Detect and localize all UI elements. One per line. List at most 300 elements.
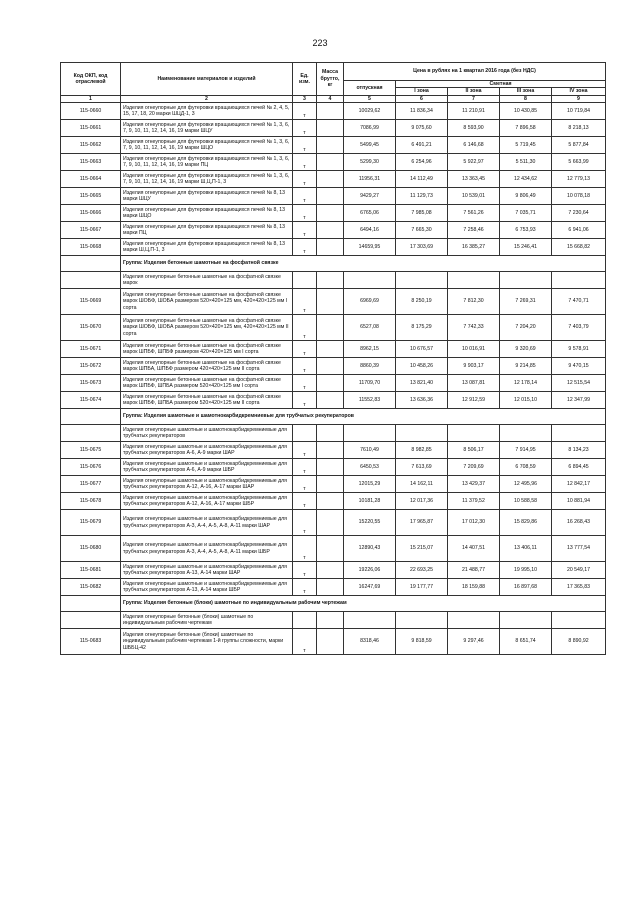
cell-zone-2-price: 9 903,17	[448, 358, 500, 375]
table-row	[61, 154, 606, 171]
cell-zone-3-price: 5 511,30	[500, 154, 552, 171]
cell-mass	[317, 154, 344, 171]
cell-unit: т	[293, 493, 317, 510]
cell-release-price: 11552,83	[344, 392, 396, 409]
cell-zone-2-price: 5 922,97	[448, 154, 500, 171]
cell-zone-3-price: 7 914,95	[500, 442, 552, 459]
cell-name: Изделия огнеупорные шамотные и шамотнокарбидкремниевые для трубчатых рекуператоров А-3, А-4, А-5, А-8, А-11 марки ШБР	[121, 536, 293, 562]
cell-zone-2-price: 13 363,45	[448, 171, 500, 188]
cell-zone-1-price: 8 250,19	[396, 289, 448, 315]
cell-mass	[317, 562, 344, 579]
cell-unit: т	[293, 188, 317, 205]
column-number: 1	[61, 95, 121, 102]
table-row	[61, 120, 606, 137]
cell-name: Изделия огнеупорные шамотные и шамотнокарбидкремниевые для трубчатых рекуператоров А-12, А-16, А-17 марки ШБР	[121, 493, 293, 510]
cell-mass	[317, 205, 344, 222]
cell-release-price: 6969,69	[344, 289, 396, 315]
cell-release-price: 11956,31	[344, 171, 396, 188]
cell-mass	[317, 493, 344, 510]
table-row	[61, 476, 606, 493]
cell-code: 115-0681	[61, 562, 121, 579]
cell-zone-4-price: 9 470,15	[552, 358, 606, 375]
page-number: 223	[312, 38, 328, 48]
cell-zone-1-price: 19 177,77	[396, 579, 448, 596]
cell-unit	[293, 425, 317, 442]
header-unit: Ед. изм.	[293, 63, 317, 96]
cell-zone-4-price: 5 663,99	[552, 154, 606, 171]
cell-zone-4-price: 16 268,43	[552, 510, 606, 536]
table-row	[61, 289, 606, 315]
cell-zone-1-price: 8 982,85	[396, 442, 448, 459]
cell-zone-3-price: 5 719,45	[500, 137, 552, 154]
cell-zone-1-price: 9 818,59	[396, 629, 448, 655]
cell-mass	[317, 425, 344, 442]
cell-unit	[293, 612, 317, 629]
cell-zone-3-price: 9 320,69	[500, 341, 552, 358]
cell-code: 115-0660	[61, 103, 121, 120]
cell-zone-4-price: 17 365,83	[552, 579, 606, 596]
cell-code: 115-0670	[61, 315, 121, 341]
cell-unit	[293, 272, 317, 289]
cell-name: Изделия огнеупорные бетонные (блоки) шамотные по индивидуальным рабочим чертежам 1-й группы сложности, марки ШББЦ-42	[121, 629, 293, 655]
table-row	[61, 392, 606, 409]
cell-unit: т	[293, 510, 317, 536]
cell-zone-1-price: 15 215,07	[396, 536, 448, 562]
table-row	[61, 629, 606, 655]
cell-mass	[317, 315, 344, 341]
column-number: 8	[500, 95, 552, 102]
cell-release-price: 6765,06	[344, 205, 396, 222]
cell-release-price: 11709,70	[344, 375, 396, 392]
group-title: Группа: Изделия бетонные шамотные на фосфатной связке	[121, 256, 606, 272]
cell-zone-3-price: 6 753,93	[500, 222, 552, 239]
cell-mass	[317, 289, 344, 315]
cell-unit: т	[293, 392, 317, 409]
cell-mass	[317, 103, 344, 120]
cell-unit: т	[293, 562, 317, 579]
table-row	[61, 222, 606, 239]
cell-mass	[317, 171, 344, 188]
table-row	[61, 188, 606, 205]
cell-mass	[317, 341, 344, 358]
cell-zone-2-price	[448, 425, 500, 442]
table-body	[61, 103, 606, 655]
cell-unit: т	[293, 222, 317, 239]
cell-zone-2-price: 12 912,59	[448, 392, 500, 409]
cell-zone-3-price: 15 829,86	[500, 510, 552, 536]
cell-name: Изделия огнеупорные для футеровки вращающихся печей № 8, 13 марки Ш,Ц,П-1, 3	[121, 239, 293, 256]
group-row	[61, 596, 606, 612]
cell-zone-1-price: 11 836,34	[396, 103, 448, 120]
cell-release-price: 12015,29	[344, 476, 396, 493]
cell-zone-2-price: 16 385,27	[448, 239, 500, 256]
column-number-row	[61, 95, 606, 102]
cell-unit: т	[293, 358, 317, 375]
cell-unit: т	[293, 341, 317, 358]
cell-zone-2-price: 10 016,91	[448, 341, 500, 358]
table-row	[61, 358, 606, 375]
header-estimate: Сметная	[396, 81, 606, 88]
table-row	[61, 510, 606, 536]
cell-zone-4-price: 7 230,64	[552, 205, 606, 222]
cell-release-price: 10029,62	[344, 103, 396, 120]
cell-zone-2-price: 18 159,88	[448, 579, 500, 596]
cell-release-price: 7610,49	[344, 442, 396, 459]
cell-mass	[317, 137, 344, 154]
cell-code: 115-0674	[61, 392, 121, 409]
column-number: 4	[317, 95, 344, 102]
cell-mass	[317, 375, 344, 392]
header-zone-4: IV зона	[552, 88, 606, 95]
cell-name: Изделия огнеупорные шамотные и шамотнокарбидкремниевые для трубчатых рекуператоров А-6, А-9 марки ШАР	[121, 442, 293, 459]
cell-unit: т	[293, 442, 317, 459]
table-row	[61, 315, 606, 341]
cell-name: Изделия огнеупорные бетонные шамотные на фосфатной связке марок ШПБФ, ШПБА размером 520×420×125 мм II сорта	[121, 392, 293, 409]
cell-code: 115-0676	[61, 459, 121, 476]
cell-zone-4-price: 10 078,18	[552, 188, 606, 205]
cell-zone-4-price: 20 549,17	[552, 562, 606, 579]
cell-unit: т	[293, 205, 317, 222]
cell-code: 115-0683	[61, 629, 121, 655]
cell-release-price: 12890,43	[344, 536, 396, 562]
cell-unit: т	[293, 476, 317, 493]
cell-name: Изделия огнеупорные бетонные шамотные на фосфатной связке марки ШОБФ, ШОБА размером 520×420×125 мм, 420×420×125 мм II сорта	[121, 315, 293, 341]
cell-release-price: 8318,46	[344, 629, 396, 655]
cell-zone-4-price: 7 403,79	[552, 315, 606, 341]
cell-unit: т	[293, 137, 317, 154]
cell-zone-1-price: 13 636,36	[396, 392, 448, 409]
cell-unit: т	[293, 289, 317, 315]
cell-name: Изделия огнеупорные бетонные шамотные на фосфатной связке марок ШПБФ, ШПБА размером 520×420×125 мм I сорта	[121, 375, 293, 392]
cell-release-price: 10181,28	[344, 493, 396, 510]
cell-zone-3-price: 12 434,62	[500, 171, 552, 188]
column-number: 5	[344, 95, 396, 102]
cell-zone-2-price: 7 742,33	[448, 315, 500, 341]
cell-name: Изделия огнеупорные для футеровки вращающихся печей № 1, 3, 6, 7, 9, 10, 11, 12, 14, 16, 19 марки Ш,Ц,П-1, 3	[121, 171, 293, 188]
cell-name: Изделия огнеупорные шамотные и шамотнокарбидкремниевые для трубчатых рекуператоров А-6, А-9 марки ШБР	[121, 459, 293, 476]
cell-release-price: 15220,55	[344, 510, 396, 536]
cell-zone-3-price: 10 588,58	[500, 493, 552, 510]
cell-zone-3-price	[500, 272, 552, 289]
cell-name: Изделия огнеупорные для футеровки вращающихся печей № 8, 13 марки ПЦ	[121, 222, 293, 239]
cell-zone-2-price: 9 297,46	[448, 629, 500, 655]
cell-zone-3-price: 7 035,71	[500, 205, 552, 222]
cell-zone-4-price: 12 515,54	[552, 375, 606, 392]
cell-unit: т	[293, 536, 317, 562]
cell-zone-2-price	[448, 272, 500, 289]
cell-zone-4-price: 12 347,99	[552, 392, 606, 409]
column-number: 7	[448, 95, 500, 102]
cell-zone-2-price: 7 209,69	[448, 459, 500, 476]
cell-zone-2-price: 7 258,46	[448, 222, 500, 239]
cell-code: 115-0677	[61, 476, 121, 493]
cell-zone-3-price: 8 651,74	[500, 629, 552, 655]
table-row	[61, 442, 606, 459]
cell-zone-3-price: 6 708,59	[500, 459, 552, 476]
cell-code: 115-0671	[61, 341, 121, 358]
cell-zone-3-price: 7 269,31	[500, 289, 552, 315]
cell-unit: т	[293, 315, 317, 341]
cell-unit: т	[293, 239, 317, 256]
cell-name: Изделия огнеупорные для футеровки вращающихся печей № 1, 3, 6, 7, 9, 10, 11, 12, 14, 16, 19 марки ПЦ	[121, 154, 293, 171]
cell-zone-1-price: 22 693,25	[396, 562, 448, 579]
cell-release-price: 7086,99	[344, 120, 396, 137]
cell-release-price: 8860,39	[344, 358, 396, 375]
cell-zone-1-price: 9 075,60	[396, 120, 448, 137]
cell-zone-3-price: 9 214,85	[500, 358, 552, 375]
group-title: Группа: Изделия бетонные (блоки) шамотные по индивидуальным рабочим чертежам	[121, 596, 606, 612]
cell-zone-4-price: 12 779,13	[552, 171, 606, 188]
cell-zone-3-price: 12 495,96	[500, 476, 552, 493]
cell-zone-1-price: 7 985,08	[396, 205, 448, 222]
header-mass: Масса брутто, кг	[317, 63, 344, 96]
cell-zone-2-price: 8 593,90	[448, 120, 500, 137]
cell-zone-4-price: 6 894,45	[552, 459, 606, 476]
cell-name: Изделия огнеупорные для футеровки вращающихся печей № 1, 3, 6, 7, 9, 10, 11, 12, 14, 16, 19 марки ШЦУ	[121, 120, 293, 137]
cell-zone-3-price	[500, 425, 552, 442]
cell-zone-1-price: 12 017,36	[396, 493, 448, 510]
cell-zone-1-price	[396, 425, 448, 442]
cell-code: 115-0669	[61, 289, 121, 315]
cell-mass	[317, 510, 344, 536]
cell-zone-1-price: 10 676,57	[396, 341, 448, 358]
cell-name: Изделия огнеупорные бетонные шамотные на фосфатной связке марок ШПБФ, ШПБФ размером 420×420×125 мм I сорта	[121, 341, 293, 358]
cell-zone-2-price: 13 429,37	[448, 476, 500, 493]
cell-name: Изделия огнеупорные для футеровки вращающихся печей № 1, 3, 6, 7, 9, 10, 11, 12, 14, 16, 19 марки ШЦО	[121, 137, 293, 154]
cell-code: 115-0663	[61, 154, 121, 171]
cell-zone-3-price: 13 406,11	[500, 536, 552, 562]
table-row	[61, 239, 606, 256]
cell-unit: т	[293, 154, 317, 171]
cell-zone-4-price	[552, 612, 606, 629]
cell-zone-4-price: 12 842,17	[552, 476, 606, 493]
cell-release-price: 6450,53	[344, 459, 396, 476]
cell-zone-1-price: 17 965,87	[396, 510, 448, 536]
column-number: 2	[121, 95, 293, 102]
cell-zone-3-price: 15 246,41	[500, 239, 552, 256]
cell-zone-4-price: 6 941,06	[552, 222, 606, 239]
cell-unit: т	[293, 171, 317, 188]
cell-code: 115-0662	[61, 137, 121, 154]
cell-name: Изделия огнеупорные бетонные шамотные на фосфатной связке марок	[121, 272, 293, 289]
group-row	[61, 409, 606, 425]
header-name: Наименование материалов и изделий	[121, 63, 293, 96]
cell-zone-2-price: 11 379,52	[448, 493, 500, 510]
cell-zone-4-price	[552, 425, 606, 442]
cell-zone-1-price: 6 254,96	[396, 154, 448, 171]
cell-unit: т	[293, 629, 317, 655]
cell-mass	[317, 612, 344, 629]
cell-unit: т	[293, 459, 317, 476]
cell-zone-3-price: 10 430,85	[500, 103, 552, 120]
header-zone-1: I зона	[396, 88, 448, 95]
cell-mass	[317, 442, 344, 459]
cell-code: 115-0667	[61, 222, 121, 239]
cell-zone-3-price: 7 204,20	[500, 315, 552, 341]
cell-zone-1-price: 8 175,29	[396, 315, 448, 341]
cell-code	[61, 425, 121, 442]
cell-zone-4-price: 9 578,91	[552, 341, 606, 358]
cell-code: 115-0665	[61, 188, 121, 205]
cell-zone-1-price: 14 162,11	[396, 476, 448, 493]
cell-mass	[317, 392, 344, 409]
cell-release-price: 6527,08	[344, 315, 396, 341]
cell-code: 115-0672	[61, 358, 121, 375]
cell-release-price: 6494,16	[344, 222, 396, 239]
cell-zone-3-price: 19 995,10	[500, 562, 552, 579]
cell-zone-4-price: 10 719,84	[552, 103, 606, 120]
cell-name: Изделия огнеупорные шамотные и шамотнокарбидкремниевые для трубчатых рекуператоров А-13, А-14 марки ШАР	[121, 562, 293, 579]
cell-zone-1-price: 6 491,21	[396, 137, 448, 154]
cell-code	[61, 612, 121, 629]
cell-code: 115-0680	[61, 536, 121, 562]
cell-zone-2-price: 13 087,81	[448, 375, 500, 392]
cell-name: Изделия огнеупорные шамотные и шамотнокарбидкремниевые для трубчатых рекуператоров А-3, А-4, А-5, А-8, А-11 марки ШАР	[121, 510, 293, 536]
table-row	[61, 272, 606, 289]
cell-name: Изделия огнеупорные для футеровки вращающихся печей № 2, 4, 5, 15, 17, 18, 20 марки ШЦД-1, 3	[121, 103, 293, 120]
header-release: отпускная	[344, 81, 396, 96]
cell-code: 115-0682	[61, 579, 121, 596]
cell-mass	[317, 459, 344, 476]
table-row	[61, 562, 606, 579]
cell-name: Изделия огнеупорные шамотные и шамотнокарбидкремниевые для трубчатых рекуператоров А-12, А-16, А-17 марки ШАР	[121, 476, 293, 493]
cell-zone-4-price: 7 470,71	[552, 289, 606, 315]
cell-zone-2-price: 8 506,17	[448, 442, 500, 459]
cell-zone-4-price: 13 777,54	[552, 536, 606, 562]
cell-code	[61, 596, 121, 612]
cell-zone-1-price: 7 613,69	[396, 459, 448, 476]
cell-release-price: 9429,27	[344, 188, 396, 205]
cell-zone-3-price: 7 896,58	[500, 120, 552, 137]
cell-unit: т	[293, 375, 317, 392]
cell-zone-1-price	[396, 612, 448, 629]
cell-zone-2-price: 14 407,51	[448, 536, 500, 562]
header-price-title: Цена в рублях на 1 квартал 2016 года (без НДС)	[344, 63, 606, 81]
cell-name: Изделия огнеупорные бетонные шамотные на фосфатной связке марок ШПБА, ШПБФ размером 420×420×125 мм II сорта	[121, 358, 293, 375]
table-row	[61, 493, 606, 510]
cell-zone-3-price: 9 806,49	[500, 188, 552, 205]
table-row	[61, 137, 606, 154]
cell-code	[61, 409, 121, 425]
cell-zone-1-price: 13 821,40	[396, 375, 448, 392]
price-table	[60, 62, 606, 655]
header-zone-2: II зона	[448, 88, 500, 95]
cell-zone-4-price	[552, 272, 606, 289]
cell-unit: т	[293, 103, 317, 120]
cell-zone-3-price	[500, 612, 552, 629]
cell-zone-4-price: 8 134,23	[552, 442, 606, 459]
cell-release-price: 14659,95	[344, 239, 396, 256]
group-title: Группа: Изделия шамотные и шамотнокарбидкремниевые для трубчатых рекуператоров	[121, 409, 606, 425]
cell-name: Изделия огнеупорные для футеровки вращающихся печей № 8, 13 марки ШЦО	[121, 205, 293, 222]
column-number: 9	[552, 95, 606, 102]
cell-mass	[317, 476, 344, 493]
cell-unit: т	[293, 579, 317, 596]
table-row	[61, 579, 606, 596]
cell-code: 115-0679	[61, 510, 121, 536]
cell-zone-1-price	[396, 272, 448, 289]
cell-mass	[317, 536, 344, 562]
cell-zone-2-price	[448, 612, 500, 629]
table-header	[61, 63, 606, 103]
table-row	[61, 205, 606, 222]
table-row	[61, 103, 606, 120]
table-row	[61, 375, 606, 392]
cell-release-price: 5499,45	[344, 137, 396, 154]
cell-zone-1-price: 10 458,26	[396, 358, 448, 375]
table-row	[61, 425, 606, 442]
cell-zone-2-price: 7 812,30	[448, 289, 500, 315]
column-number: 3	[293, 95, 317, 102]
table-row	[61, 536, 606, 562]
cell-zone-3-price: 16 897,68	[500, 579, 552, 596]
cell-code	[61, 272, 121, 289]
cell-zone-4-price: 15 668,82	[552, 239, 606, 256]
cell-zone-4-price: 10 881,94	[552, 493, 606, 510]
cell-zone-2-price: 17 012,30	[448, 510, 500, 536]
table-row	[61, 612, 606, 629]
cell-mass	[317, 272, 344, 289]
cell-name: Изделия огнеупорные для футеровки вращающихся печей № 8, 13 марки ШЦУ	[121, 188, 293, 205]
cell-zone-3-price: 12 178,14	[500, 375, 552, 392]
cell-zone-1-price: 11 129,73	[396, 188, 448, 205]
table-row	[61, 459, 606, 476]
cell-mass	[317, 239, 344, 256]
cell-code: 115-0668	[61, 239, 121, 256]
table-row	[61, 341, 606, 358]
cell-release-price: 16247,69	[344, 579, 396, 596]
cell-code: 115-0678	[61, 493, 121, 510]
cell-zone-4-price: 5 877,84	[552, 137, 606, 154]
cell-mass	[317, 629, 344, 655]
cell-zone-2-price: 11 210,91	[448, 103, 500, 120]
cell-zone-1-price: 17 303,69	[396, 239, 448, 256]
group-row	[61, 256, 606, 272]
cell-release-price: 8962,15	[344, 341, 396, 358]
cell-code: 115-0664	[61, 171, 121, 188]
cell-code: 115-0673	[61, 375, 121, 392]
cell-zone-2-price: 7 561,26	[448, 205, 500, 222]
cell-release-price: 5299,30	[344, 154, 396, 171]
cell-name: Изделия огнеупорные шамотные и шамотнокарбидкремниевые для трубчатых рекуператоров	[121, 425, 293, 442]
cell-name: Изделия огнеупорные шамотные и шамотнокарбидкремниевые для трубчатых рекуператоров А-13, А-14 марки ШБР	[121, 579, 293, 596]
cell-release-price	[344, 612, 396, 629]
cell-name: Изделия огнеупорные бетонные шамотные на фосфатной связке марок ШОБФ, ШОБА размером 520×420×125 мм, 420×420×125 мм I сорта	[121, 289, 293, 315]
header-zone-3: III зона	[500, 88, 552, 95]
cell-code	[61, 256, 121, 272]
cell-release-price	[344, 272, 396, 289]
cell-release-price	[344, 425, 396, 442]
cell-code: 115-0675	[61, 442, 121, 459]
cell-mass	[317, 358, 344, 375]
cell-zone-3-price: 12 015,10	[500, 392, 552, 409]
cell-zone-2-price: 10 539,01	[448, 188, 500, 205]
header-code: Код ОКП, код отраслевой	[61, 63, 121, 96]
cell-code: 115-0666	[61, 205, 121, 222]
cell-zone-1-price: 14 112,49	[396, 171, 448, 188]
cell-unit: т	[293, 120, 317, 137]
cell-zone-4-price: 8 218,13	[552, 120, 606, 137]
table-row	[61, 171, 606, 188]
cell-mass	[317, 188, 344, 205]
column-number: 6	[396, 95, 448, 102]
cell-zone-1-price: 7 665,30	[396, 222, 448, 239]
cell-zone-2-price: 21 488,77	[448, 562, 500, 579]
cell-name: Изделия огнеупорные бетонные (блоки) шамотные по индивидуальным рабочим чертежам	[121, 612, 293, 629]
cell-code: 115-0661	[61, 120, 121, 137]
cell-zone-4-price: 8 890,92	[552, 629, 606, 655]
cell-release-price: 19226,06	[344, 562, 396, 579]
